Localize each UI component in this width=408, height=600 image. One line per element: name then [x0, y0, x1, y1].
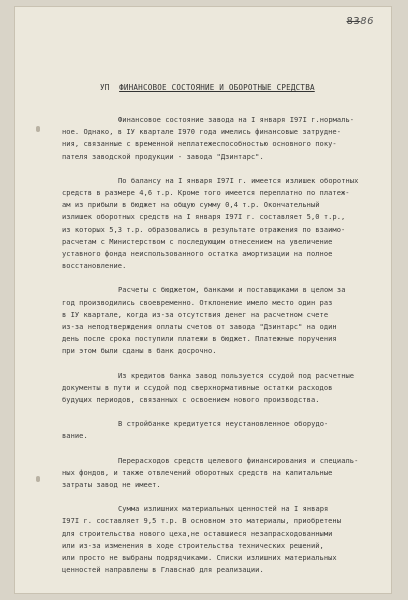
text-line: ам из прибыли в бюджет на общую сумму 0,4 т.р. Окончательный	[62, 200, 320, 210]
section-title: ФИНАНСОВОЕ СОСТОЯНИЕ И ОБОРОТНЫЕ СРЕДСТВА	[119, 83, 315, 92]
paragraph	[62, 175, 374, 273]
text-line: ценностей направлены в Главснаб для реализации.	[62, 565, 264, 575]
paragraph	[62, 455, 374, 492]
text-line: при этом были сданы в банк досрочно.	[62, 346, 217, 356]
text-line: Финансовое состояние завода на I января I97I г.нормаль-	[118, 115, 355, 124]
binding-hole	[36, 476, 40, 482]
section-heading	[100, 83, 315, 92]
text-line: будущих периодов, связанных с освоением нового производства.	[62, 395, 320, 405]
paragraph	[62, 114, 374, 163]
text-line: ное. Однако, в IУ квартале I970 года имелись финансовые затрудне-	[62, 127, 342, 137]
text-line: или из-за изменения в ходе строительства технических решений,	[62, 540, 324, 550]
text-line: из которых 5,3 т.р. образовались в результате отражения по взаимо-	[62, 224, 346, 234]
text-line: Перерасходов средств целевого финансирования и специаль-	[118, 455, 359, 465]
text-line: или просто не выбраны подрядчиками. Списки излишних материальных	[62, 553, 337, 563]
text-line: восстановление.	[62, 261, 127, 271]
text-line: Из кредитов банка завод пользуется ссудой под расчетные	[118, 370, 355, 380]
text-line: Сумма излишних материальных ценностей на I января	[118, 504, 329, 514]
text-line: Расчеты с бюджетом, банками и поставщиками в целом за	[118, 285, 346, 295]
document-page	[14, 6, 392, 594]
handwritten-page-number: 86	[360, 16, 374, 27]
text-line: день после срока поступили платежи в бюджет. Платежные поручения	[62, 334, 337, 344]
struck-page-number: 83	[346, 16, 361, 27]
text-line: расчетам с Министерством с последующим отнесением на увеличение	[62, 236, 333, 246]
text-line: ния, связанные с временной неплатежеспособностью основного поку-	[62, 139, 337, 149]
section-number: УП	[100, 83, 110, 92]
text-line: документы в пути и ссудой под сверхнормативные остатки расходов	[62, 382, 333, 392]
text-line: для строительства нового цеха,не оставшиеся незапрасходованными	[62, 528, 333, 538]
paragraph	[62, 284, 374, 357]
text-line: По балансу на I января I97I г. имеется излишек оборотных	[118, 175, 359, 185]
text-line: I97I г. составляет 9,5 т.р. В основном это материалы, приобретены	[62, 516, 342, 526]
text-line: затраты завод не имеет.	[62, 480, 161, 490]
paragraph	[62, 370, 374, 407]
text-line: вание.	[62, 431, 88, 441]
paragraph	[62, 418, 374, 442]
text-line: излишек оборотных средств на I января I97I г. составляет 5,0 т.р.,	[62, 212, 346, 222]
text-line: В стройбанке кредитуется неустановленное оборудо-	[118, 419, 329, 429]
paragraph	[62, 503, 374, 576]
text-line: год производились своевременно. Отклонение имело место один раз	[62, 297, 333, 307]
binding-hole	[36, 126, 40, 132]
text-line: пателя заводской продукции - завода "Дзинтарс".	[62, 151, 264, 161]
text-line: уставного фонда неиспользованного остатка амортизации на полное	[62, 249, 333, 259]
page-number	[347, 16, 374, 27]
text-line: средств в размере 4,6 т.р. Кроме того имеется переплатно по платеж-	[62, 188, 350, 198]
text-line: из-за неподтверждения оплаты счетов от завода "Дзинтарс" на один	[62, 322, 337, 332]
document-body	[62, 114, 374, 589]
text-line: ных фондов, и также отвлечений оборотных средств на капитальные	[62, 467, 333, 477]
text-line: в IУ квартале, когда из-за отсутствия денег на расчетном счете	[62, 309, 329, 319]
